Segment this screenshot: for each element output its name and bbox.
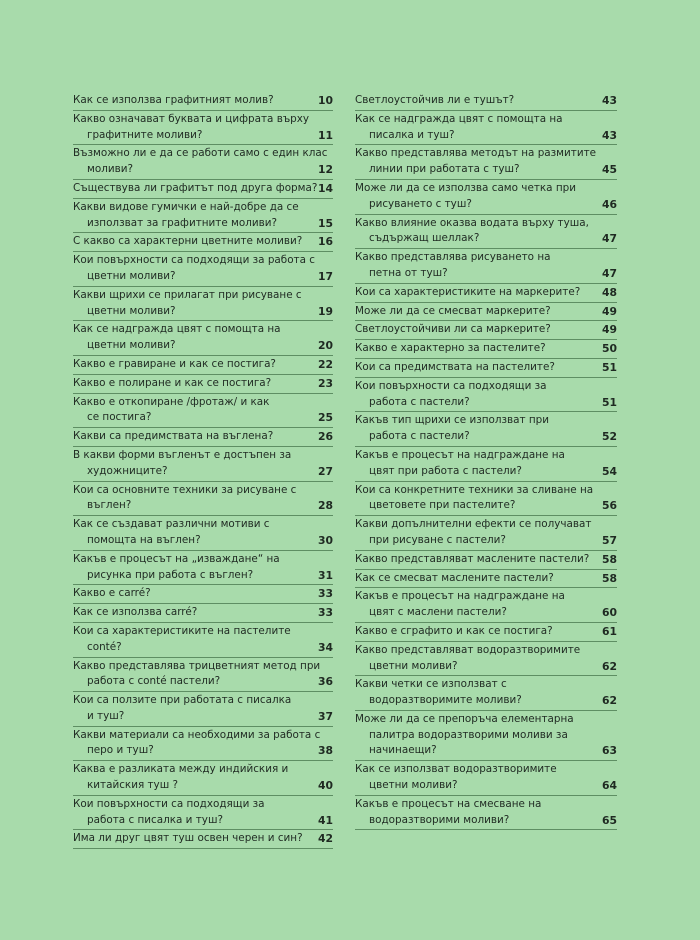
toc-page-number: 36 [317, 675, 333, 689]
toc-entry-text: въглен? [87, 499, 132, 512]
toc-entry [355, 321, 617, 340]
toc-entry-text: Как се използват водоразтворимите [355, 763, 557, 776]
toc-page-number: 23 [317, 376, 333, 390]
toc-page-number: 33 [317, 606, 333, 620]
toc-entry [355, 412, 617, 447]
contents-column-left [73, 92, 333, 849]
toc-page-number: 17 [317, 269, 333, 283]
toc-entry [73, 761, 333, 796]
toc-entry-text: Кои са основните техники за рисуване с [73, 483, 297, 496]
toc-entry [73, 287, 333, 322]
toc-entry [73, 356, 333, 375]
toc-entry [73, 180, 333, 199]
toc-entry-text: Какъв е процесът на смесване на [355, 797, 542, 810]
toc-entry [73, 375, 333, 394]
toc-entry-text: Какво е полиране и как се постига? [73, 376, 272, 389]
toc-entry-text: съдържащ шеллак? [369, 232, 480, 245]
toc-page-number: 64 [601, 779, 617, 793]
toc-page-number: 51 [601, 395, 617, 409]
toc-entry-text: Светлоустойчиви ли са маркерите? [355, 323, 551, 336]
toc-page-number: 37 [317, 709, 333, 723]
toc-entry-text: Каква е разликата между индийския и [73, 763, 289, 776]
toc-page-number: 15 [317, 216, 333, 230]
toc-entry-text: Кои са конкретните техники за сливане на [355, 483, 594, 496]
toc-entry-text: цвят при работа с пастели? [369, 464, 522, 477]
toc-page-number: 41 [317, 813, 333, 827]
toc-entry-text: при рисуване с пастели? [369, 533, 506, 546]
toc-entry-text: Кои повърхности са подходящи за работа с [73, 254, 315, 267]
toc-page-number: 10 [317, 94, 333, 107]
toc-page-number: 51 [601, 360, 617, 374]
toc-page-number: 42 [317, 832, 333, 846]
toc-entry-text: Кои са характеристиките на маркерите? [355, 285, 581, 298]
toc-page-number: 27 [317, 464, 333, 478]
toc-entry-text: графитните моливи? [87, 128, 203, 141]
toc-page-number: 60 [601, 606, 617, 620]
toc-page-number: 38 [317, 744, 333, 758]
toc-entry [355, 303, 617, 322]
toc-entry-text: Какво представлява методът на размитите [355, 147, 597, 160]
toc-page-number: 50 [601, 342, 617, 356]
toc-entry [355, 359, 617, 378]
toc-page-number: 49 [601, 323, 617, 337]
toc-entry [73, 482, 333, 517]
toc-entry-text: Кои са характеристиките на пастелите [73, 624, 291, 637]
toc-entry-text: цветни моливи? [87, 339, 176, 352]
toc-entry-text: Какви видове гумички е най-добре да се [73, 200, 299, 213]
contents-column-right [355, 92, 617, 830]
toc-entry-text: Какви четки се използват с [355, 678, 507, 691]
toc-entry-text: моливи? [87, 163, 133, 176]
toc-entry-text: Какъв е процесът на надграждане на [355, 448, 565, 461]
toc-page-number: 22 [317, 357, 333, 371]
toc-page-number: 12 [317, 163, 333, 177]
toc-entry-text: начинаещи? [369, 744, 437, 757]
toc-entry [73, 623, 333, 658]
toc-page-number: 14 [317, 181, 333, 195]
toc-entry [73, 516, 333, 551]
toc-page-number: 57 [601, 533, 617, 547]
toc-page-number: 11 [317, 128, 333, 142]
toc-entry-text: рисуването с туш? [369, 197, 472, 210]
toc-entry-text: Какъв тип щрихи се използват при [355, 414, 550, 427]
toc-entry [355, 482, 617, 517]
toc-entry-text: перо и туш? [87, 744, 154, 757]
toc-entry-text: Какви щрихи се прилагат при рисуване с [73, 288, 302, 301]
toc-entry [355, 92, 617, 111]
toc-entry [73, 830, 333, 849]
toc-entry-text: Какво е характерно за пастелите? [355, 342, 546, 355]
toc-page-number: 45 [601, 163, 617, 177]
toc-entry-text: използват за графитните моливи? [87, 216, 278, 229]
toc-page-number: 30 [317, 533, 333, 547]
toc-page-number: 56 [601, 499, 617, 513]
toc-entry-text: Светлоустойчив ли е тушът? [355, 94, 515, 106]
toc-entry [73, 727, 333, 762]
toc-entry-text: рисунка при работа с въглен? [87, 568, 254, 581]
toc-entry [73, 658, 333, 693]
toc-page-number: 43 [601, 128, 617, 142]
toc-entry [355, 570, 617, 589]
toc-entry-text: цветни моливи? [369, 659, 458, 672]
toc-entry-text: Какво представлява трицветният метод при [73, 659, 321, 672]
toc-entry-text: Кои повърхности са подходящи за [355, 379, 547, 392]
toc-entry-text: Съществува ли графитът под друга форма? [73, 181, 318, 194]
toc-page-number: 28 [317, 499, 333, 513]
toc-entry [73, 796, 333, 831]
toc-entry [73, 447, 333, 482]
toc-entry-text: Кои са предимствата на пастелите? [355, 360, 555, 373]
toc-page-number: 19 [317, 304, 333, 318]
toc-page-number: 52 [601, 430, 617, 444]
toc-entry-text: Какво е сграфито и как се постига? [355, 624, 553, 637]
toc-entry-text: Какво е откопиране /фротаж/ и как [73, 395, 270, 408]
toc-entry-text: Какви материали са необходими за работа с [73, 728, 321, 741]
toc-entry [355, 340, 617, 359]
toc-entry [355, 551, 617, 570]
toc-entry-text: Кои са ползите при работата с писалка [73, 694, 292, 707]
toc-entry [73, 692, 333, 727]
toc-entry-text: китайския туш ? [87, 779, 179, 792]
toc-entry-text: Как се създават различни мотиви с [73, 518, 270, 531]
toc-entry [355, 145, 617, 180]
toc-entry [73, 321, 333, 356]
toc-page-number: 58 [601, 571, 617, 585]
toc-entry-text: Може ли да се използва само четка при [355, 181, 576, 194]
toc-page-number: 49 [601, 304, 617, 318]
toc-entry [355, 215, 617, 250]
toc-page-number: 58 [601, 552, 617, 566]
toc-page-number: 63 [601, 744, 617, 758]
toc-entry-text: conté? [87, 640, 122, 653]
toc-entry-text: Какви са предимствата на въглена? [73, 430, 274, 443]
toc-entry-text: Какво е carré? [73, 587, 151, 600]
toc-entry-text: Какво представляват маслените пастели? [355, 552, 590, 565]
toc-entry-text: Какво представлява рисуването на [355, 251, 551, 264]
toc-page-number: 16 [317, 235, 333, 249]
toc-page-number: 34 [317, 640, 333, 654]
toc-entry [355, 711, 617, 761]
toc-entry-text: В какви форми въгленът е достъпен за [73, 448, 292, 461]
toc-page-number: 31 [317, 568, 333, 582]
toc-entry [355, 623, 617, 642]
toc-page-number: 47 [601, 232, 617, 246]
toc-entry [355, 284, 617, 303]
toc-page-number: 62 [601, 659, 617, 673]
toc-entry [355, 796, 617, 831]
toc-entry-text: Как се използва графитният молив? [73, 94, 274, 106]
toc-entry-text: Възможно ли е да се работи само с един клас [73, 147, 328, 160]
toc-entry [73, 111, 333, 146]
toc-page-number: 20 [317, 339, 333, 353]
toc-entry [355, 676, 617, 711]
toc-entry [355, 447, 617, 482]
toc-entry-text: цветовете при пастелите? [369, 499, 516, 512]
toc-entry-text: и туш? [87, 709, 125, 722]
toc-entry-text: Какво означават буквата и цифрата върху [73, 112, 310, 125]
toc-entry-text: Как се надгражда цвят с помощта на [73, 323, 281, 336]
toc-entry-text: водоразтворимите моливи? [369, 694, 522, 707]
toc-entry-text: Какво влияние оказва водата върху туша, [355, 216, 589, 229]
toc-page-number: 65 [601, 813, 617, 827]
toc-entry-text: цветни моливи? [87, 269, 176, 282]
toc-entry [73, 585, 333, 604]
toc-page-number: 54 [601, 464, 617, 478]
toc-page-number: 61 [601, 624, 617, 638]
toc-entry [355, 516, 617, 551]
toc-entry [73, 394, 333, 429]
toc-entry-text: палитра водоразтворими моливи за [369, 728, 568, 741]
toc-entry-text: работа с писалка и туш? [87, 813, 223, 826]
toc-entry [73, 145, 333, 180]
toc-page-number: 47 [601, 266, 617, 280]
toc-entry [355, 249, 617, 284]
toc-page-number: 25 [317, 411, 333, 425]
toc-entry-text: Какъв е процесът на надграждане на [355, 590, 565, 603]
toc-entry-text: Какви допълнителни ефекти се получават [355, 518, 592, 531]
toc-entry [355, 588, 617, 623]
toc-page-number: 46 [601, 197, 617, 211]
toc-page-number: 33 [317, 587, 333, 601]
toc-entry [73, 252, 333, 287]
toc-entry-text: водоразтворими моливи? [369, 813, 510, 826]
toc-entry [73, 199, 333, 234]
toc-entry [73, 428, 333, 447]
toc-page-number: 48 [601, 285, 617, 299]
toc-page-number: 26 [317, 430, 333, 444]
toc-entry-text: цветни моливи? [87, 304, 176, 317]
toc-entry-text: се постига? [87, 411, 152, 424]
toc-entry [73, 551, 333, 586]
toc-page-number: 43 [601, 94, 617, 107]
toc-entry-text: Може ли да се препоръча елементарна [355, 712, 574, 725]
toc-entry-text: помощта на въглен? [87, 533, 201, 546]
toc-entry-text: линии при работата с туш? [369, 163, 520, 176]
toc-entry-text: Може ли да се смесват маркерите? [355, 304, 551, 317]
toc-entry-text: художниците? [87, 464, 168, 477]
toc-entry [355, 111, 617, 146]
toc-entry-text: писалка и туш? [369, 128, 455, 141]
toc-entry [355, 761, 617, 796]
toc-entry [355, 642, 617, 677]
toc-entry [73, 92, 333, 111]
toc-entry [73, 604, 333, 623]
toc-entry-text: работа с пастели? [369, 430, 470, 443]
toc-entry [73, 233, 333, 252]
toc-entry [355, 378, 617, 413]
toc-entry-text: С какво са характерни цветните моливи? [73, 235, 303, 248]
toc-entry-text: Какъв е процесът на „изваждане“ на [73, 552, 280, 565]
toc-entry-text: цвят с маслени пастели? [369, 606, 507, 619]
toc-entry-text: Кои повърхности са подходящи за [73, 797, 265, 810]
toc-entry-text: петна от туш? [369, 266, 448, 279]
toc-entry-text: Какво е гравиране и как се постига? [73, 357, 276, 370]
toc-entry-text: Какво представляват водоразтворимите [355, 643, 581, 656]
toc-entry-text: Как се надгражда цвят с помощта на [355, 112, 563, 125]
toc-entry [355, 180, 617, 215]
toc-entry-text: Как се използва carré? [73, 606, 198, 619]
toc-entry-text: цветни моливи? [369, 779, 458, 792]
toc-entry-text: работа с пастели? [369, 395, 470, 408]
toc-page-number: 40 [317, 779, 333, 793]
toc-entry-text: Има ли друг цвят туш освен черен и син? [73, 832, 303, 845]
toc-entry-text: работа с conté пастели? [87, 675, 221, 688]
toc-page-number: 62 [601, 694, 617, 708]
toc-entry-text: Как се смесват маслените пастели? [355, 571, 554, 584]
